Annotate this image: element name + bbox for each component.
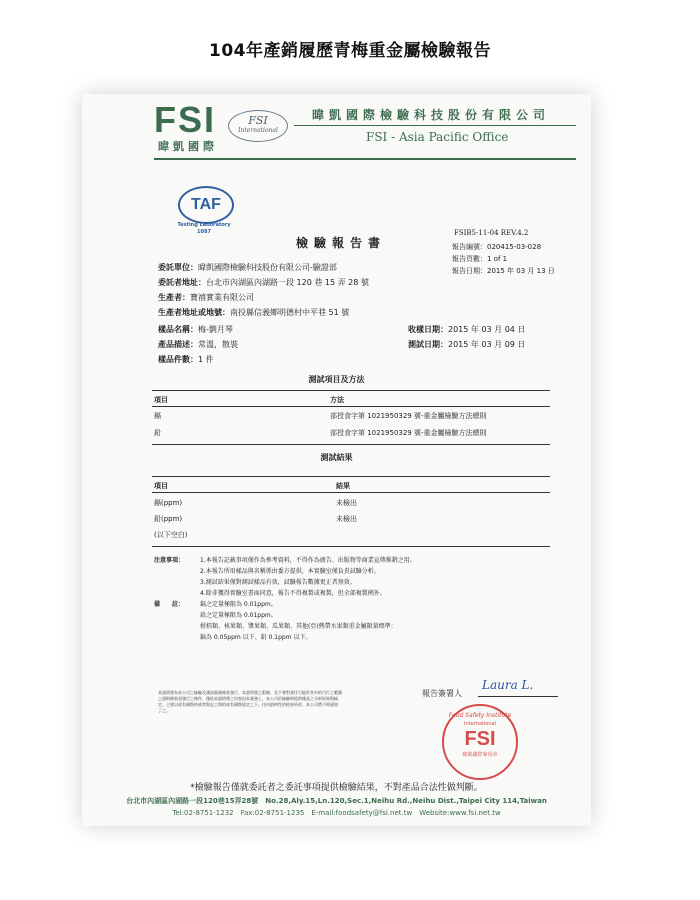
seal-top-text: Food Safety Institute (448, 712, 512, 719)
seal-mid-text: International (464, 721, 496, 727)
signature-line (478, 696, 558, 697)
received-date (408, 324, 525, 335)
fsi-logo: FSI (154, 99, 217, 140)
oval-logo-sub: International (238, 127, 278, 134)
received-date-label: 收樣日期： (408, 325, 448, 334)
revision-code: FSIB5-11-04 REV.4.2 (454, 229, 529, 237)
seal-bottom-text: 暐凱國際專用章 (462, 752, 498, 758)
fineprint-line: 本證明書為本公司之檢驗及測試服務條款發行，本證明書之限制，及不會對責任可能於其中的可行之範圍 (158, 690, 342, 695)
fsi-logo-subtitle: 暐凱國際 (158, 140, 218, 153)
client-address-label: 委託者地址： (158, 278, 206, 287)
client-unit (158, 262, 337, 273)
sample-count-label: 樣品件數： (158, 355, 198, 364)
fsi-seal-stamp (442, 704, 518, 780)
client-address-value: 台北市內湖區內湖路一段 120 巷 15 弄 28 號 (206, 278, 369, 287)
methods-title: 測試項目及方法 (308, 375, 365, 384)
taf-caption-line2: 1087 (197, 229, 211, 235)
footer-disclaimer: *檢驗報告僅就委託者之委託事項提供檢驗結果，不對產品合法性做判斷。 (190, 783, 483, 793)
header-divider (294, 125, 576, 126)
header-bottom-divider (154, 158, 576, 160)
methods-row-item: 鎘 (154, 412, 161, 420)
results-row-item: 鎘(ppm) (154, 499, 183, 507)
methods-row-item: 鉛 (154, 429, 161, 437)
producer-label: 生產者： (158, 293, 190, 302)
test-date-label: 測試日期： (408, 340, 448, 349)
fsi-international-logo (228, 110, 288, 142)
report-pages: 報告頁數：1 of 1 (452, 255, 508, 263)
report-date: 報告日期：2015 年 03 月 13 日 (452, 267, 555, 275)
sample-count-value: 1 件 (198, 355, 214, 364)
report-title: 檢驗報告書 (296, 236, 387, 250)
methods-row-method: 部授食字第 1021950329 號-重金屬檢驗方法總則 (330, 412, 487, 420)
producer-address-label: 生產者地址或地號： (158, 308, 230, 317)
company-name-cn: 暐凱國際檢驗科技股份有限公司 (312, 108, 551, 122)
test-date (408, 339, 525, 350)
results-rule-top (152, 476, 550, 477)
methods-row-method: 部授食字第 1021950329 號-重金屬檢驗方法總則 (330, 429, 487, 437)
footer-contact: Tel:02-8751-1232 Fax:02-8751-1235 E-mail:foodsafety@fsi.net.tw Website:www.fsi.net.tw (172, 809, 501, 817)
remark-item: 鎘之定量極限為 0.01ppm。 (200, 601, 277, 608)
page-title: 104年產銷履歷青梅重金屬檢驗報告 (209, 41, 491, 61)
note-item: 1.本報告記載事項僅作為參考資料，不得作為廣告、出版物等商業宣傳推銷之用。 (200, 557, 416, 564)
company-name-en: FSI - Asia Pacific Office (366, 130, 509, 144)
remark-item: 柑桔類、核果類、漿果類、瓜果類、其他(亞)熱帶水果類重金屬限量標準： (200, 623, 397, 630)
taf-caption-line1: Testing Laboratory (177, 222, 231, 228)
fineprint-line: 定。主要以或有國際的或者與在之間的或有國際協定之下。任何最終性的結果更改，本公司將不經通知 (158, 702, 338, 707)
report-document (82, 94, 591, 826)
sample-name-label: 樣品名稱： (158, 325, 198, 334)
signature: Laura L. (482, 678, 534, 692)
results-blank-note: (以下空白) (154, 531, 188, 539)
producer (158, 292, 254, 303)
client-unit-value: 暐凱國際檢驗科技股份有限公司-驗證部 (198, 263, 337, 272)
client-unit-label: 委託單位： (158, 263, 198, 272)
remarks-label: 備 註： (154, 601, 185, 608)
fineprint-line: 了之。 (158, 708, 170, 713)
results-row-result: 未檢出 (336, 515, 357, 523)
results-row-item: 鉛(ppm) (154, 515, 183, 523)
producer-value: 寶禧實業有限公司 (190, 293, 254, 302)
remark-item: 鉛之定量極限為 0.01ppm。 (200, 612, 277, 619)
product-description-value: 常溫，散裝 (198, 340, 238, 349)
notes-label: 注意事項： (154, 557, 185, 564)
report-number: 報告編號：020415-03-028 (452, 243, 542, 251)
results-row-result: 未檢出 (336, 499, 357, 507)
note-item: 2.本報告所用樣品與名稱係由委方提供，本實驗室僅負責試驗分析。 (200, 568, 380, 575)
note-item: 4.除非獲得實驗室書面同意，報告不得複製或複製，但全部複製例外。 (200, 590, 386, 597)
sample-name-value: 梅-劉月琴 (198, 325, 233, 334)
fineprint-line: 之通則條款須發行之條件，僅依本證明書之內容因本業務上，本公司於檢驗時提供樣品之分析結果與檢 (158, 696, 338, 701)
seal-logo: FSI (464, 728, 496, 750)
client-address (158, 277, 369, 288)
methods-rule-top (152, 390, 550, 391)
methods-col-method: 方法 (330, 396, 344, 404)
taf-logo: TAF (178, 186, 234, 224)
oval-logo-main: FSI (248, 114, 268, 127)
signatory-label: 報告簽署人 (422, 689, 462, 698)
taf-logo-caption (174, 222, 234, 236)
test-date-value: 2015 年 03 月 09 日 (448, 340, 526, 349)
results-rule-bottom (152, 546, 550, 547)
results-col-item: 項目 (154, 482, 168, 490)
producer-address-value: 南投縣信義鄉明德村中平巷 51 號 (230, 308, 350, 317)
received-date-value: 2015 年 03 月 04 日 (448, 325, 526, 334)
methods-rule-mid (152, 406, 550, 407)
results-rule-mid (152, 492, 550, 493)
footer-address: 台北市內湖區內湖路一段120巷15弄28號 No.28,Aly.15,Ln.120,Sec.1,Neihu Rd.,Neihu Dist.,Taipei City 114,Taiwan (126, 797, 547, 805)
remark-item: 鎘為 0.05ppm 以下、鉛 0.1ppm 以下。 (200, 634, 312, 641)
methods-rule-bottom (152, 444, 550, 445)
note-item: 3.測試結果僅對測試樣品有效，試驗報告數據更正者無效。 (200, 579, 356, 586)
results-title: 測試結果 (320, 453, 353, 462)
product-description (158, 339, 238, 350)
sample-count (158, 354, 214, 365)
methods-col-item: 項目 (154, 396, 168, 404)
product-description-label: 產品描述： (158, 340, 198, 349)
producer-address (158, 307, 349, 318)
results-col-result: 結果 (336, 482, 350, 490)
sample-name (158, 324, 233, 335)
